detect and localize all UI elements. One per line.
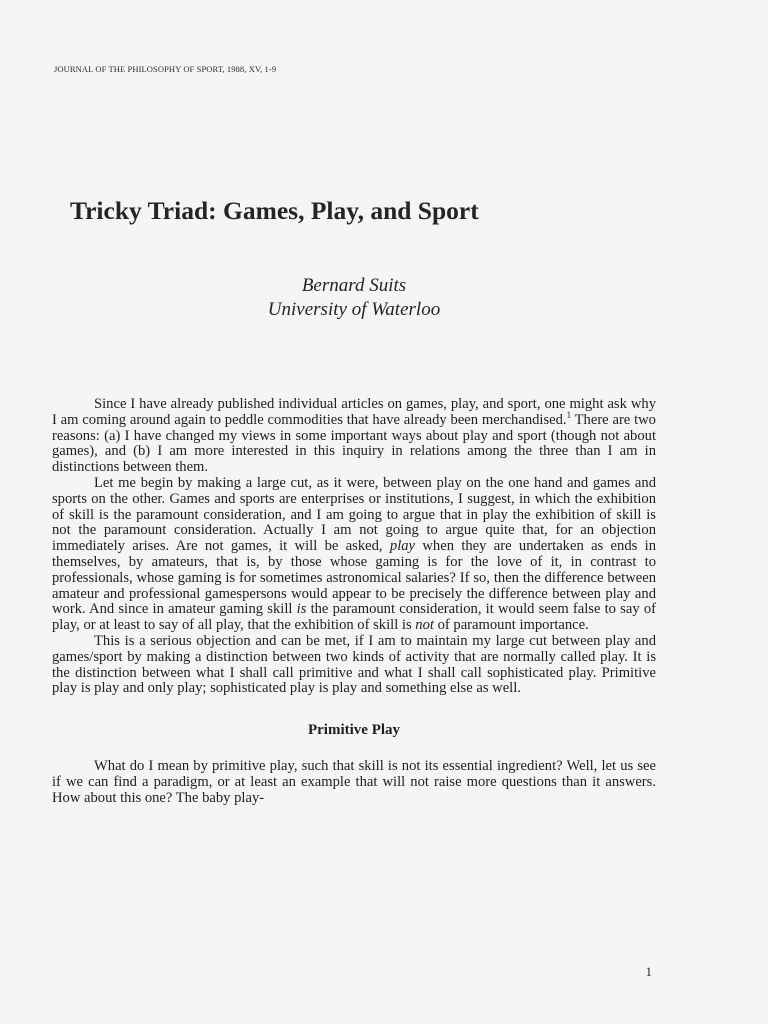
- paragraph-text: of paramount importance.: [433, 617, 589, 634]
- paragraph-1: [52, 397, 656, 476]
- paragraph-2: [52, 476, 656, 634]
- paragraph-text: when they are undertaken as ends in themselves, by amateurs, that is, by those whose gaming is for the love of it, in contrast to professionals, whose gaming is for sometimes astronomical salaries? If so, then the difference between amateur and professional gamespersons would appear to be precisely the difference between play and work. And since in amateur gaming skill: [52, 538, 656, 618]
- author-name: Bernard Suits: [301, 275, 407, 296]
- article-title: Tricky Triad: Games, Play, and Sport: [70, 196, 479, 225]
- emphasis-text: is: [296, 601, 307, 618]
- section-heading: Primitive Play: [307, 722, 401, 739]
- paragraph-text: Since I have already published individual articles on games, play, and sport, one might ask why I am coming around again to peddle commodities that have already been merchandised.: [52, 396, 656, 428]
- paragraph-text: the paramount consideration, it would seem false to say of play, or at least to say of all play, that the exhibition of skill is: [52, 601, 656, 634]
- paragraph-text: There are two reasons: (a) I have changed my views in some important ways about play and sport (though not about games), and (b) I am more interested in this inquiry in relations among the three than I am in distinctions between them.: [52, 411, 656, 476]
- page-number: 1: [645, 964, 652, 979]
- paragraph-3: This is a serious objection and can be met, if I am to maintain my large cut between play and games/sport by making a distinction between two kinds of activity that are normally called play. It is the distinction between what I shall call primitive and what I shall call sophisticated play. Primitive play is play and only play; sophisticated play is play and something else as well.: [52, 632, 656, 697]
- author-affiliation: University of Waterloo: [267, 299, 441, 320]
- author-block: [0, 274, 708, 322]
- paragraph-text: Let me begin by making a large cut, as it were, between play on the one hand and games and sports on the other. Games and sports are enterprises or institutions, I suggest, in which the exhibition of skill is the paramount consideration, and I am going to argue that in play the exhibition of skill is not the paramount consideration. Actually I am not going to argue quite that, for an objection immediately arises. Are not games, it will be asked,: [52, 474, 656, 555]
- paragraph-4: What do I mean by primitive play, such that skill is not its essential ingredient? Well, let us see if we can find a paradigm, or at least an example that will not raise more questions than it answers. How about this one? The baby play-: [52, 757, 656, 806]
- emphasis-text: play: [389, 538, 416, 555]
- article-body: [52, 397, 656, 806]
- footnote-ref: 1: [566, 409, 572, 420]
- emphasis-text: not: [415, 617, 434, 634]
- running-head: JOURNAL OF THE PHILOSOPHY OF SPORT, 1988, XV, 1-9: [54, 64, 277, 74]
